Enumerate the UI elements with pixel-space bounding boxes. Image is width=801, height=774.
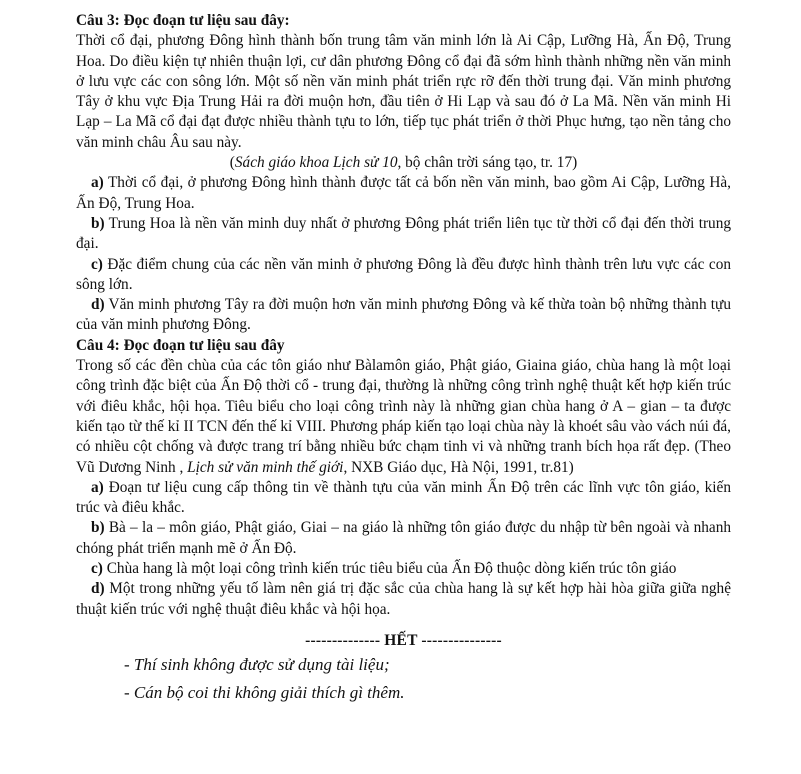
option-text: Một trong những yếu tố làm nên giá trị đặc sắc của chùa hang là sự kết hợp hài hòa giữa giữa nghệ thuật kiến trúc với nghệ thuật điêu khắc và hội họa. — [76, 580, 731, 618]
option-key: d) — [91, 580, 105, 598]
option-text: Chùa hang là một loại công trình kiến trúc tiêu biểu của Ấn Độ thuộc dòng kiến trúc tôn giáo — [102, 560, 677, 578]
passage-tail: , NXB Giáo dục, Hà Nội, 1991, tr.81) — [343, 458, 574, 476]
passage-main: Trong số các đền chùa của các tôn giáo như Bàlamôn giáo, Phật giáo, Giaina giáo, chùa hang là một loại công trình đặc biệt của Ấn Độ thời cổ - trung đại, thường là những công trình nghệ thuật kết hợp kiến trúc với điêu khắc, hội họa. Tiêu biểu cho loại công trình này là những gian chùa hang ở A – gian – ta được kiến tạo từ thế kỉ II TCN đến thế kỉ VIII. Phương pháp kiến tạo loại chùa này là khoét sâu vào vách núi đá, có nhiều cột chống và được trang trí bằng nhiều bức chạm tinh vi và những tranh bích họa rất đẹp. (Theo Vũ Dương Ninh , — [76, 357, 731, 476]
option-key: b) — [91, 214, 105, 232]
question-3-option-d — [76, 295, 731, 336]
source-rest: , bộ chân trời sáng tạo, tr. 17) — [397, 154, 578, 172]
question-3-option-b — [76, 214, 731, 255]
question-4-option-d — [76, 579, 731, 620]
question-3-option-a — [76, 173, 731, 214]
option-key: c) — [91, 255, 103, 273]
option-text: Thời cổ đại, ở phương Đông hình thành được tất cả bốn nền văn minh, bao gồm Ai Cập, Lưỡng Hà, Ấn Độ, Trung Hoa. — [76, 174, 731, 212]
question-4-option-a — [76, 478, 731, 519]
option-text: Bà – la – môn giáo, Phật giáo, Giai – na giáo là những tôn giáo được du nhập từ bên ngoài và nhanh chóng phát triển mạnh mẽ ở Ấn Độ. — [76, 519, 731, 557]
option-text: Văn minh phương Tây ra đời muộn hơn văn minh phương Đông và kế thừa toàn bộ những thành tựu của văn minh phương Đông. — [76, 296, 731, 334]
option-key: a) — [91, 174, 104, 192]
option-key: d) — [91, 296, 105, 314]
end-marker: -------------- HẾT --------------- — [305, 631, 502, 649]
option-text: Trung Hoa là nền văn minh duy nhất ở phương Đông phát triển liên tục từ thời cổ đại đến thời trung đại. — [76, 214, 731, 253]
option-text: Đặc điểm chung của các nền văn minh ở phương Đông là đều được hình thành trên lưu vực các con sông lớn. — [76, 255, 731, 293]
exam-note-2: - Cán bộ coi thi không giải thích gì thêm. — [124, 683, 405, 703]
question-4-passage — [76, 356, 731, 478]
option-key: c) — [91, 560, 103, 578]
source-book-title: Sách giáo khoa Lịch sử 10 — [234, 154, 398, 172]
option-text: Đoạn tư liệu cung cấp thông tin về thành tựu của văn minh Ấn Độ trên các lĩnh vực tôn giáo, kiến trúc và điêu khắc. — [76, 478, 731, 517]
question-4-option-b — [76, 518, 731, 559]
passage-book-title: Lịch sử văn minh thế giới — [187, 458, 344, 476]
question-4-title: Câu 4: Đọc đoạn tư liệu sau đây — [76, 336, 285, 354]
question-3-option-c — [76, 255, 731, 296]
source-open: ( — [229, 154, 235, 172]
question-3-title: Câu 3: Đọc đoạn tư liệu sau đây: — [76, 12, 290, 29]
option-key: b) — [91, 519, 105, 537]
question-3-source — [76, 153, 731, 173]
question-4-option-c — [76, 559, 731, 579]
question-3-passage: Thời cổ đại, phương Đông hình thành bốn trung tâm văn minh lớn là Ai Cập, Lưỡng Hà, Ấn Độ, Trung Hoa. Do điều kiện tự nhiên thuận lợi, cư dân phương Đông cổ đại đã sớm hình thành những nền văn minh ở lưu vực các con sông lớn. Một số nền văn minh phát triển rực rỡ đến thời trung đại. Văn minh phương Tây ở khu vực Địa Trung Hải ra đời muộn hơn, đầu tiên ở Hi Lạp và sau đó ở La Mã. Nền văn minh Hi Lạp – La Mã cổ đại đạt được nhiều thành tựu to lớn, tiếp tục phát triển ở thời Phục hưng, tạo nền tảng cho văn minh châu Âu sau này. — [76, 32, 731, 151]
exam-note-1: - Thí sinh không được sử dụng tài liệu; — [124, 655, 390, 675]
option-key: a) — [91, 478, 104, 496]
